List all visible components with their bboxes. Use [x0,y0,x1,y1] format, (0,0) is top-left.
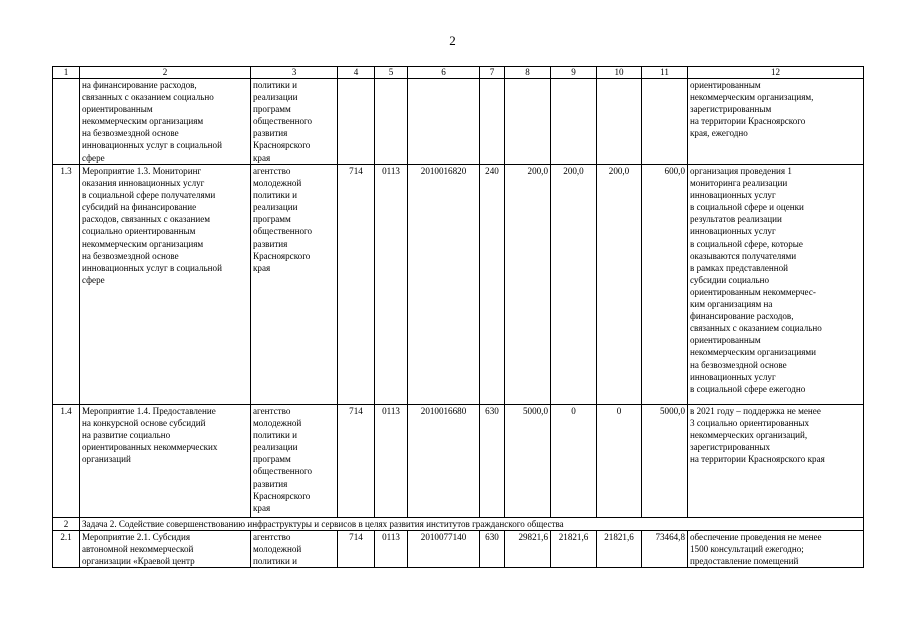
table-row [53,79,864,165]
expected-result-line: в социальной сфере и оценки [690,202,804,213]
expected-result-line: на безвозмездной основе [690,359,787,370]
vr-code: 630 [480,531,505,568]
column-number-row [53,67,864,79]
rzpr-code: 0113 [375,405,408,518]
executor-line: реализации [253,442,298,453]
year3-amount: 21821,6 [597,531,642,568]
executor-line: Красноярского [253,140,311,151]
expected-result-line: в 2021 году – поддержка не менее [690,406,821,416]
rzpr-code: 0113 [375,165,408,405]
activity-name-line: организаций [82,454,131,465]
year1-amount: 5000,0 [505,405,551,518]
activity-name-line: на безвозмездной основе [82,128,179,139]
rzpr-code [375,79,408,165]
expected-result [688,79,864,165]
row-number [53,79,80,165]
executor-line: края [253,502,271,513]
expected-result-line: инновационных услуг [690,226,776,237]
executor-line: реализации [253,202,298,213]
grbs-code: 714 [338,531,375,568]
page-number: 2 [449,33,456,48]
expected-result-line: финансирование расходов, [690,311,794,322]
activity-name [80,79,251,165]
year1-amount [505,79,551,165]
expected-result-line: некоммерческих организаций, [690,430,808,441]
activity-name-line: сфере [82,152,105,163]
activity-name-line: связанных с оказанием социально [82,92,214,103]
activity-name [80,405,251,518]
executor-line: развития [253,238,288,249]
expected-result [688,165,864,405]
expected-result-line: предоставление помещений [690,556,799,567]
expected-result-line: ориентированным [690,80,761,90]
activity-name-line: оказания инновационных услуг [82,178,205,189]
executor [251,405,338,518]
column-number-6: 6 [408,67,480,79]
total-amount: 73464,8 [642,531,688,568]
task-row [53,518,864,531]
activity-name [80,531,251,568]
expected-result-line: инновационных услуг [690,371,776,382]
expected-result-line: зарегистрированных [690,442,771,453]
activity-name-line: ориентированным [82,104,153,115]
executor-line: общественного [253,226,313,237]
activity-name-line: сфере [82,274,105,285]
executor-line: политики и [253,556,297,567]
expected-result [688,405,864,518]
csr-code: 2010077140 [408,531,480,568]
column-number-3: 3 [251,67,338,79]
executor [251,165,338,405]
grbs-code: 714 [338,405,375,518]
executor-line: общественного [253,116,313,127]
activity-name [80,165,251,405]
expected-result-line: на территории Красноярского края [690,454,825,465]
year2-amount [551,79,597,165]
year3-amount: 0 [597,405,642,518]
executor-line: программ [253,104,291,115]
activity-name-line: на развитие социально [82,430,171,441]
row-number: 1.4 [53,405,80,518]
expected-result-line: обеспечение проведения не менее [690,532,822,543]
activity-name-line: автономной некоммерческой [82,544,194,555]
executor-line: молодежной [253,418,302,429]
column-number-4: 4 [338,67,375,79]
expected-result-line: зарегистрированным [690,104,772,115]
executor-line: края [253,152,271,163]
activity-name-line: на безвозмездной основе [82,250,179,261]
total-amount: 5000,0 [642,405,688,518]
row-number: 2.1 [53,531,80,568]
executor-line: Красноярского [253,250,311,261]
activity-name-line: Мероприятие 1.3. Мониторинг [82,166,202,176]
expected-result-line: некоммерческим организациям, [690,92,814,103]
activity-name-line: инновационных услуг в социальной [82,262,222,273]
executor-line: программ [253,454,291,465]
activity-name-line: некоммерческим организациям [82,116,204,127]
year2-amount: 200,0 [551,165,597,405]
executor-line: агентство [253,406,291,416]
table-row [53,405,864,518]
column-number-7: 7 [480,67,505,79]
activity-name-line: Мероприятие 2.1. Субсидия [82,532,191,543]
task-number: 2 [53,518,80,531]
csr-code: 2010016820 [408,165,480,405]
year2-amount: 21821,6 [551,531,597,568]
expected-result-line: организация проведения 1 [690,166,792,176]
activity-name-line: некоммерческим организациям [82,238,204,249]
expected-result-line: субсидии социально [690,274,770,285]
column-number-9: 9 [551,67,597,79]
column-number-2: 2 [80,67,251,79]
activity-name-line: Мероприятие 1.4. Предоставление [82,406,216,416]
expected-result-line: инновационных услуг [690,190,776,201]
executor-line: развития [253,128,288,139]
activity-name-line: инновационных услуг в социальной [82,140,222,151]
activity-name-line: субсидий на финансирование [82,202,197,213]
activity-name-line: социально ориентированным [82,226,196,237]
task-text: Задача 2. Содействие совершенствованию инфраструктуры и сервисов в целях развития институтов гражданского общества [80,518,864,531]
executor-line: реализации [253,92,298,103]
activity-name-line: на финансирование расходов, [82,80,197,90]
expected-result-line: в рамках представленной [690,262,789,273]
activity-name-line: расходов, связанных с оказанием [82,214,211,225]
executor-line: общественного [253,466,313,477]
executor [251,531,338,568]
column-number-10: 10 [597,67,642,79]
expected-result-line: мониторинга реализации [690,178,788,189]
column-number-1: 1 [53,67,80,79]
vr-code [480,79,505,165]
row-number: 1.3 [53,165,80,405]
executor-line: молодежной [253,544,302,555]
expected-result-line: края, ежегодно [690,128,748,139]
csr-code [408,79,480,165]
year3-amount [597,79,642,165]
total-amount: 600,0 [642,165,688,405]
program-table [52,66,864,568]
year2-amount: 0 [551,405,597,518]
column-number-11: 11 [642,67,688,79]
expected-result-line: в социальной сфере, которые [690,238,803,249]
expected-result-line: ориентированным некоммерчес- [690,286,816,297]
expected-result [688,531,864,568]
expected-result-line: ким организациям на [690,299,773,310]
column-number-5: 5 [375,67,408,79]
activity-name-line: в социальной сфере получателями [82,190,216,201]
executor-line: политики и [253,430,297,441]
expected-result-line: на территории Красноярского [690,116,806,127]
vr-code: 630 [480,405,505,518]
year3-amount: 200,0 [597,165,642,405]
executor-line: края [253,262,271,273]
executor-line: политики и [253,80,297,90]
expected-result-line: оказываются получателями [690,250,797,261]
year1-amount: 29821,6 [505,531,551,568]
table-row [53,531,864,568]
expected-result-line: в социальной сфере ежегодно [690,383,806,394]
executor-line: политики и [253,190,297,201]
year1-amount: 200,0 [505,165,551,405]
expected-result-line: 1500 консультаций ежегодно; [690,544,804,555]
executor [251,79,338,165]
executor-line: развития [253,478,288,489]
expected-result-line: результатов реализации [690,214,782,225]
table-row [53,165,864,405]
vr-code: 240 [480,165,505,405]
activity-name-line: организации «Краевой центр [82,556,195,567]
expected-result-line: ориентированным [690,335,761,346]
expected-result-line: связанных с оказанием социально [690,323,822,334]
executor-line: молодежной [253,178,302,189]
executor-line: агентство [253,532,291,543]
activity-name-line: ориентированных некоммерческих [82,442,218,453]
expected-result-line: некоммерческим организациями [690,347,817,358]
executor-line: агентство [253,166,291,176]
executor-line: программ [253,214,291,225]
activity-name-line: на конкурсной основе субсидий [82,418,206,429]
grbs-code: 714 [338,165,375,405]
csr-code: 2010016680 [408,405,480,518]
rzpr-code: 0113 [375,531,408,568]
grbs-code [338,79,375,165]
column-number-12: 12 [688,67,864,79]
expected-result-line: 3 социально ориентированных [690,418,810,429]
executor-line: Красноярского [253,490,311,501]
column-number-8: 8 [505,67,551,79]
total-amount [642,79,688,165]
